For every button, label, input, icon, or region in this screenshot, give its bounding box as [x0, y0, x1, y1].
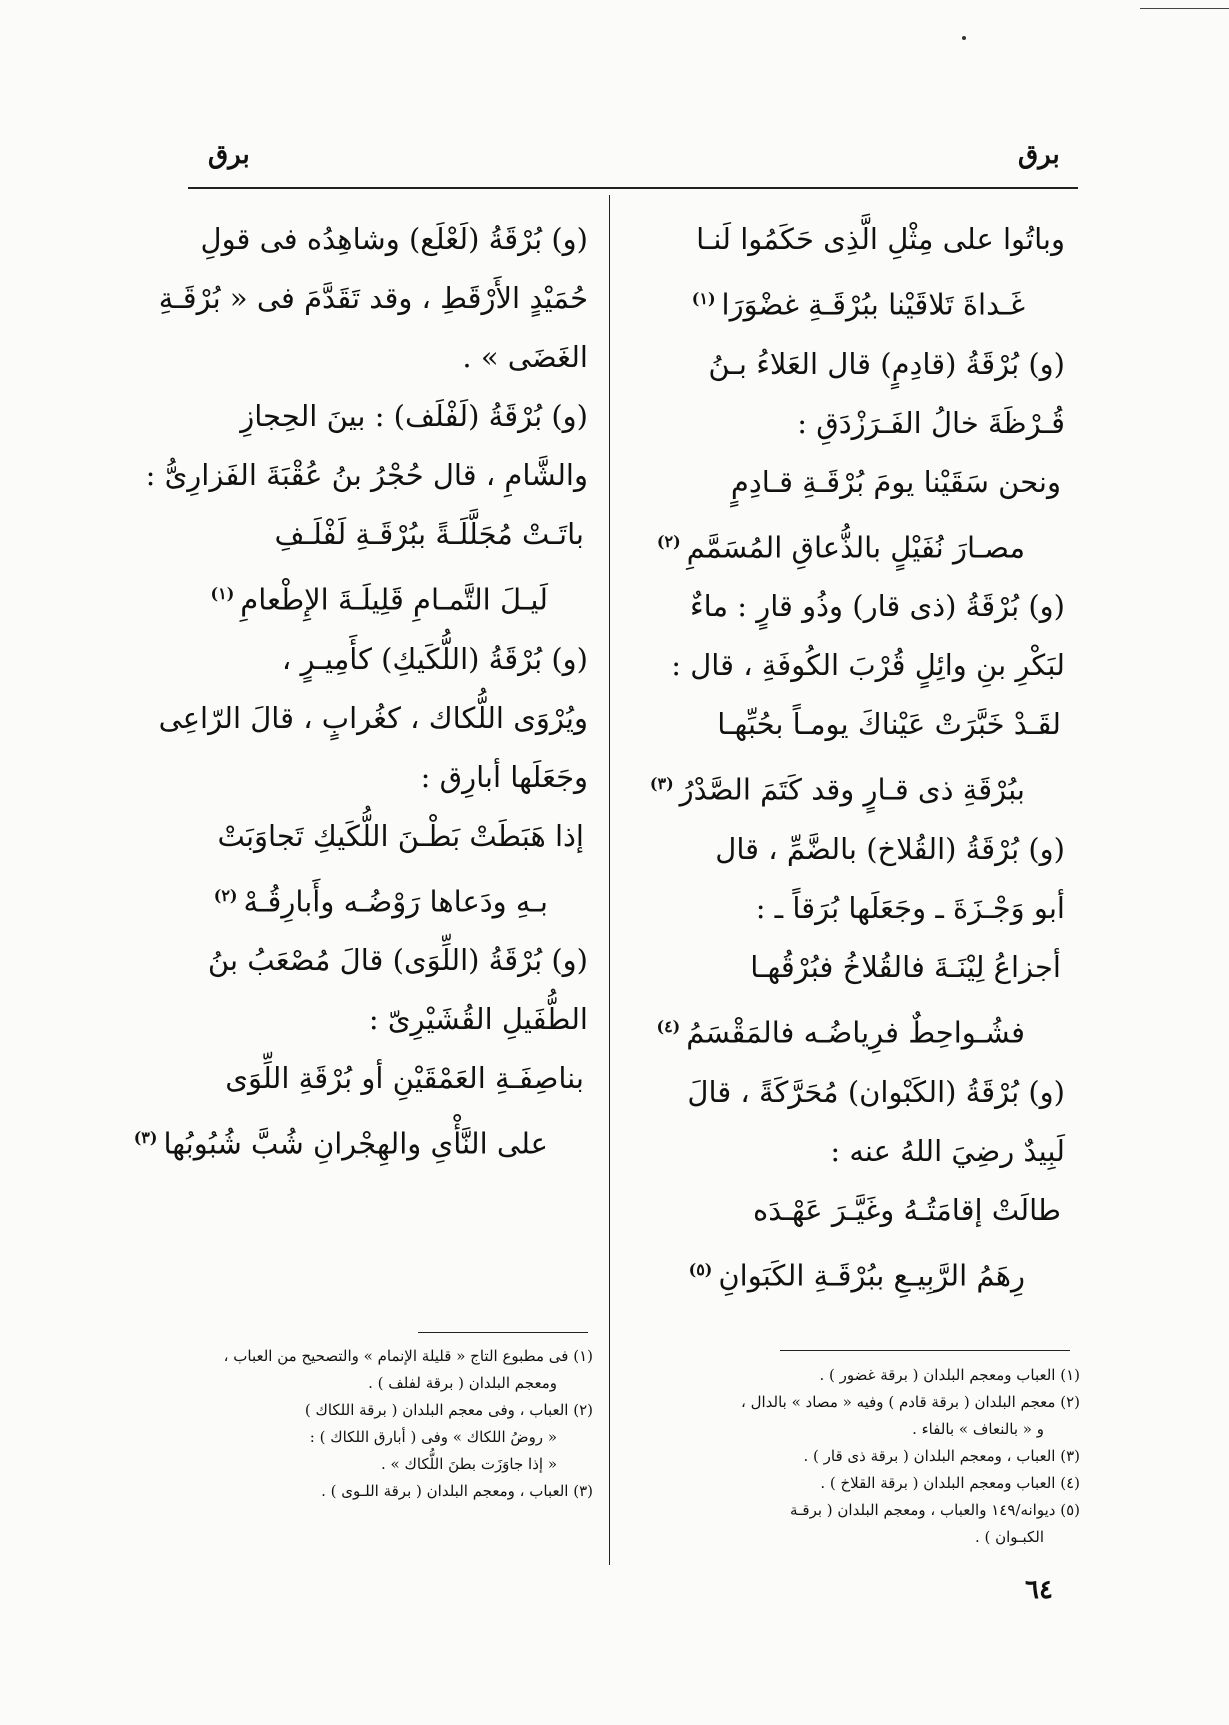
verse-line: باتَـتْ مُجَلَّلَـةً ببُرْقَـةِ لَفْلَـفِ: [274, 517, 584, 551]
footnote-rule-right: [780, 1350, 1070, 1351]
footnote: (٥) ديوانه/١٤٩ والعباب ، ومعجم البلدان ( برقـة: [789, 1501, 1080, 1519]
footnote-ref: (٣): [133, 1128, 158, 1148]
footnote-ref: (٢): [213, 885, 238, 905]
right-column: [649, 210, 1065, 1305]
text-line: قُـرْظَةَ خالُ الفَـرَزْدَقِ :: [797, 405, 1065, 440]
footnote-ref: (١): [691, 289, 716, 308]
verse-line: ونحن سَقَيْنا يومَ بُرْقَـةِ قـادِمٍ: [730, 464, 1061, 499]
verse-line: ببُرْقَةِ ذى قـارٍ وقد كَتَمَ الصَّدْرُ$^{(٣)}$: [649, 772, 1025, 807]
footnote-continuation: و « بالنعاف » بالفاء .: [912, 1420, 1044, 1438]
footnote-ref: (٢): [656, 531, 681, 551]
page-number: ٦٤: [1025, 1575, 1053, 1605]
footnote: (١) فى مطبوع التاج « قليلة الإنمام » والتصحيح من العباب ،: [223, 1347, 593, 1365]
footnote-continuation: « روضُ اللكاك » وفى ( أبارق اللكاك ) :: [309, 1428, 557, 1446]
verse-line: بـهِ ودَعاها رَوْضُـه وأَبارِقُـهْ$^{(٢)}$: [213, 884, 548, 919]
header-right-word: برق: [1018, 140, 1060, 170]
text-line: (و) بُرْقَةُ (ذى قار) وذُو قارٍ : ماءٌ: [690, 589, 1065, 624]
footnote-ref: (٣): [649, 774, 674, 794]
text-line: (و) بُرْقَةُ (القُلاخ) بالضَّمِّ ، قال: [715, 831, 1065, 866]
text-line: والشَّامِ ، قال حُجْرُ بنُ عُقْبَةَ الفَزارِىُّ :: [145, 458, 588, 492]
scan-corner-mark: [1140, 8, 1229, 9]
footnote-continuation: « إذا جاوَزَت بطنَ اللُّكاك » .: [380, 1455, 557, 1473]
verse-line: مصـارَ نُفَيْلٍ بالذُّعاقِ المُسَمَّمِ$^{(٢)}$: [656, 530, 1025, 565]
verse-line: أجزاعُ لِيْنَـةَ فالقُلاخُ فبُرْقُهـا: [750, 949, 1061, 984]
footnote-continuation: الكبـوان ) .: [974, 1528, 1044, 1546]
text-line: (و) بُرْقَةُ (اللِّوَى) قالَ مُصْعَبُ بنُ: [207, 943, 588, 978]
text-line: وباتُوا على مِثْلِ الَّذِى حَكَمُوا لَنـا: [696, 222, 1065, 256]
header-rule: [188, 187, 1078, 189]
verse-line: بناصِفَـةِ العَمْقَيْنِ أو بُرْقَةِ اللِّوَى: [225, 1061, 584, 1096]
footnotes-left: [118, 1343, 593, 1505]
scan-speck: [962, 36, 966, 40]
text-line: حُمَيْدٍ الأَرْقَطِ ، وقد تَقَدَّمَ فى « بُرْقَـةِ: [158, 281, 588, 315]
verse-line: غَـداةَ تَلاقَيْنا ببُرْقَـةِ غضْوَرَا$^{(١)}$: [691, 287, 1025, 322]
verse-line: طالَتْ إقامَتُـهُ وغَيَّـرَ عَهْـدَه: [753, 1192, 1061, 1227]
text-line: لَبِيدٌ رضِيَ اللهُ عنه :: [830, 1133, 1065, 1168]
text-line: (و) بُرْقَةُ (اللُّكَيكِ) كأَمِيـرٍ ،: [281, 641, 588, 676]
footnote: (٣) العباب ، ومعجم البلدان ( برقة ذى قار ) .: [803, 1447, 1080, 1465]
footnote-ref: (٥): [688, 1259, 713, 1279]
text-line: ويُرْوَى اللُّكاك ، كغُرابٍ ، قالَ الرّاعِى: [158, 700, 588, 735]
column-divider: [609, 195, 610, 1565]
verse-line: على النَّأْىِ والهِجْرانِ شُبَّ شُبُوبُها$^{(٣)}$: [133, 1126, 548, 1161]
verse-line: لقَـدْ خَبَّرَتْ عَيْناكَ يومـاً بحُبِّهـا: [717, 707, 1061, 742]
text-line: (و) بُرْقَةُ (لَفْلَف) : بينَ الحِجازِ: [240, 399, 588, 433]
footnote: (٢) معجم البلدان ( برقة قادم ) وفيه « مصاد » بالدال ،: [740, 1393, 1080, 1411]
footnote-ref: (١): [210, 584, 235, 603]
text-line: لبَكْرِ بنِ وائِلٍ قُرْبَ الكُوفَةِ ، قال :: [671, 648, 1065, 683]
footnote-rule-left: [418, 1332, 588, 1333]
text-line: الغَضَى » .: [462, 340, 588, 374]
footnote: (١) العباب ومعجم البلدان ( برقة غضور ) .: [819, 1366, 1080, 1384]
text-line: (و) بُرْقَةُ (الكَبْوان) مُحَرَّكَةً ، قالَ: [687, 1074, 1065, 1109]
footnote: (٢) العباب ، وفى معجم البلدان ( برقة اللكاك ): [304, 1401, 593, 1419]
verse-line: إذا هَبَطَتْ بَطْـنَ اللُّكَيكِ تَجاوَبَتْ: [217, 818, 584, 853]
left-column: [133, 210, 588, 1174]
footnote: (٤) العباب ومعجم البلدان ( برقة القلاخ ) .: [820, 1474, 1080, 1492]
text-line: (و) بُرْقَةُ (قادِمٍ) قال العَلاءُ بـنُ: [708, 346, 1065, 381]
header-left-word: برق: [208, 140, 250, 170]
footnote-ref: (٤): [656, 1016, 681, 1036]
text-line: الطُّفَيلِ القُشَيْرِىّ :: [368, 1002, 588, 1037]
footnote-continuation: ومعجم البلدان ( برقة لفلف ) .: [368, 1374, 557, 1392]
footnote: (٣) العباب ، ومعجم البلدان ( برقة اللـوى ) .: [321, 1482, 593, 1500]
text-line: أبو وَجْـزَةَ ـ وجَعَلَها بُرَقاً ـ :: [755, 890, 1065, 925]
verse-line: لَيـلَ التَّمـامِ قَلِيلَـةَ الإِطْعامِ$^{(١)}$: [210, 582, 548, 617]
verse-line: رِهَمُ الرَّبِيـعِ ببُرْقَـةِ الكَبَوانِ$^{(٥)}$: [688, 1258, 1025, 1293]
footnotes-right: [640, 1362, 1080, 1551]
text-line: وجَعَلَها أبارِق :: [420, 759, 588, 794]
text-line: (و) بُرْقَةُ (لَعْلَع) وشاهِدُه فى قولِ: [200, 222, 588, 256]
verse-line: فشُـواحِطٌ فرِياضُـه فالمَقْسَمُ$^{(٤)}$: [656, 1015, 1025, 1050]
